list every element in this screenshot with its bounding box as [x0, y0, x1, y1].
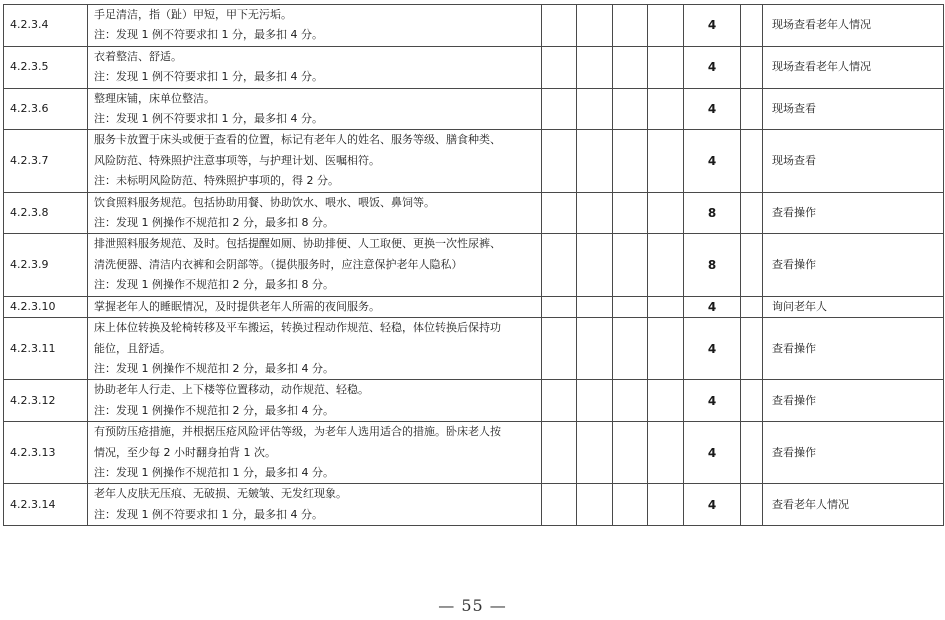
- empty-cell: [741, 88, 763, 130]
- table-row: [4, 422, 944, 484]
- table-row: [4, 130, 944, 192]
- empty-cell: [648, 130, 684, 192]
- requirement-line: 注：发现 1 例操作不规范扣 2 分，最多扣 8 分。: [94, 216, 334, 230]
- item-requirement: [88, 5, 542, 47]
- item-score: 4: [684, 318, 741, 380]
- empty-cell: [613, 380, 648, 422]
- table-row: [4, 46, 944, 88]
- table-row: [4, 380, 944, 422]
- empty-cell: [542, 5, 577, 47]
- item-score: 4: [684, 88, 741, 130]
- item-score: 4: [684, 46, 741, 88]
- item-code: 4.2.3.8: [4, 192, 88, 234]
- empty-cell: [577, 5, 613, 47]
- empty-cell: [613, 88, 648, 130]
- empty-cell: [577, 46, 613, 88]
- item-requirement: [88, 192, 542, 234]
- empty-cell: [648, 192, 684, 234]
- item-code: 4.2.3.13: [4, 422, 88, 484]
- empty-cell: [741, 318, 763, 380]
- item-requirement: [88, 46, 542, 88]
- empty-cell: [577, 296, 613, 317]
- item-method: 现场查看: [763, 130, 944, 192]
- requirement-line: 有预防压疮措施，并根据压疮风险评估等级，为老年人选用适合的措施。卧床老人按: [94, 425, 501, 439]
- requirement-line: 注：发现 1 例不符要求扣 1 分，最多扣 4 分。: [94, 70, 323, 84]
- requirement-line: 饮食照料服务规范。包括协助用餐、协助饮水、喂水、喂饭、鼻饲等。: [94, 195, 435, 209]
- empty-cell: [741, 484, 763, 526]
- table-row: [4, 88, 944, 130]
- item-score: 8: [684, 192, 741, 234]
- item-code: 4.2.3.10: [4, 296, 88, 317]
- item-score: 4: [684, 296, 741, 317]
- requirement-line: 协助老年人行走、上下楼等位置移动，动作规范、轻稳。: [94, 383, 369, 397]
- item-requirement: [88, 380, 542, 422]
- empty-cell: [542, 380, 577, 422]
- empty-cell: [613, 296, 648, 317]
- empty-cell: [648, 422, 684, 484]
- item-code: 4.2.3.5: [4, 46, 88, 88]
- empty-cell: [613, 422, 648, 484]
- empty-cell: [741, 422, 763, 484]
- empty-cell: [648, 234, 684, 296]
- requirement-line: 注：发现 1 例不符要求扣 1 分，最多扣 4 分。: [94, 28, 323, 42]
- empty-cell: [577, 318, 613, 380]
- item-score: 4: [684, 5, 741, 47]
- empty-cell: [542, 422, 577, 484]
- item-method: 询问老年人: [763, 296, 944, 317]
- requirement-line: 能位，且舒适。: [94, 341, 171, 355]
- empty-cell: [613, 130, 648, 192]
- item-method: 查看老年人情况: [763, 484, 944, 526]
- table-row: [4, 234, 944, 296]
- empty-cell: [741, 234, 763, 296]
- item-requirement: [88, 422, 542, 484]
- item-requirement: [88, 296, 542, 317]
- empty-cell: [648, 484, 684, 526]
- requirement-line: 注：未标明风险防范、特殊照护事项的，得 2 分。: [94, 174, 339, 188]
- empty-cell: [542, 318, 577, 380]
- empty-cell: [741, 296, 763, 317]
- item-requirement: [88, 234, 542, 296]
- empty-cell: [613, 192, 648, 234]
- item-method: 现场查看老年人情况: [763, 5, 944, 47]
- item-score: 4: [684, 484, 741, 526]
- item-score: 8: [684, 234, 741, 296]
- item-score: 4: [684, 380, 741, 422]
- table-row: [4, 296, 944, 317]
- requirement-line: 床上体位转换及轮椅转移及平车搬运，转换过程动作规范、轻稳，体位转换后保持功: [94, 321, 501, 335]
- empty-cell: [577, 380, 613, 422]
- empty-cell: [648, 46, 684, 88]
- item-method: 查看操作: [763, 192, 944, 234]
- page-number: — 55 —: [438, 596, 507, 615]
- requirement-line: 注：发现 1 例不符要求扣 1 分，最多扣 4 分。: [94, 112, 323, 126]
- item-code: 4.2.3.14: [4, 484, 88, 526]
- standards-table: [3, 4, 944, 526]
- item-code: 4.2.3.6: [4, 88, 88, 130]
- empty-cell: [648, 296, 684, 317]
- empty-cell: [613, 234, 648, 296]
- empty-cell: [741, 192, 763, 234]
- requirement-line: 掌握老年人的睡眠情况，及时提供老年人所需的夜间服务。: [94, 299, 380, 313]
- requirement-line: 整理床铺，床单位整洁。: [94, 91, 215, 105]
- requirement-line: 情况，至少每 2 小时翻身拍背 1 次。: [94, 445, 276, 459]
- item-requirement: [88, 130, 542, 192]
- requirement-line: 清洗便器、清洁内衣裤和会阴部等。（提供服务时，应注意保护老年人隐私）: [94, 257, 463, 271]
- item-code: 4.2.3.7: [4, 130, 88, 192]
- requirement-line: 老年人皮肤无压痕、无破损、无皴皱、无发红现象。: [94, 487, 347, 501]
- empty-cell: [542, 234, 577, 296]
- item-requirement: [88, 318, 542, 380]
- requirement-line: 服务卡放置于床头或便于查看的位置，标记有老年人的姓名、服务等级、膳食种类、: [94, 133, 501, 147]
- standards-table-sheet: [3, 4, 943, 526]
- item-code: 4.2.3.9: [4, 234, 88, 296]
- empty-cell: [613, 46, 648, 88]
- item-score: 4: [684, 130, 741, 192]
- item-method: 查看操作: [763, 422, 944, 484]
- item-requirement: [88, 88, 542, 130]
- requirement-line: 注：发现 1 例操作不规范扣 2 分，最多扣 4 分。: [94, 361, 334, 375]
- empty-cell: [648, 318, 684, 380]
- empty-cell: [577, 88, 613, 130]
- empty-cell: [577, 130, 613, 192]
- item-code: 4.2.3.4: [4, 5, 88, 47]
- item-method: 查看操作: [763, 318, 944, 380]
- requirement-line: 注：发现 1 例操作不规范扣 2 分，最多扣 4 分。: [94, 403, 334, 417]
- requirement-line: 注：发现 1 例操作不规范扣 2 分，最多扣 8 分。: [94, 278, 334, 292]
- item-code: 4.2.3.11: [4, 318, 88, 380]
- empty-cell: [648, 88, 684, 130]
- empty-cell: [613, 5, 648, 47]
- table-row: [4, 5, 944, 47]
- item-score: 4: [684, 422, 741, 484]
- empty-cell: [741, 46, 763, 88]
- empty-cell: [542, 88, 577, 130]
- empty-cell: [741, 130, 763, 192]
- empty-cell: [542, 192, 577, 234]
- empty-cell: [741, 5, 763, 47]
- empty-cell: [577, 192, 613, 234]
- requirement-line: 手足清洁，指（趾）甲短，甲下无污垢。: [94, 8, 292, 21]
- item-requirement: [88, 484, 542, 526]
- requirement-line: 风险防范、特殊照护注意事项等，与护理计划、医嘱相符。: [94, 153, 380, 167]
- empty-cell: [613, 484, 648, 526]
- empty-cell: [542, 484, 577, 526]
- requirement-line: 注：发现 1 例不符要求扣 1 分，最多扣 4 分。: [94, 507, 323, 521]
- empty-cell: [577, 234, 613, 296]
- empty-cell: [648, 5, 684, 47]
- empty-cell: [741, 380, 763, 422]
- requirement-line: 注：发现 1 例操作不规范扣 1 分，最多扣 4 分。: [94, 465, 334, 479]
- requirement-line: 排泄照料服务规范、及时。包括提醒如厕、协助排便、人工取便、更换一次性尿裤、: [94, 237, 501, 251]
- table-row: [4, 192, 944, 234]
- empty-cell: [542, 296, 577, 317]
- empty-cell: [542, 130, 577, 192]
- item-method: 现场查看: [763, 88, 944, 130]
- table-body: [4, 5, 944, 526]
- empty-cell: [648, 380, 684, 422]
- table-row: [4, 484, 944, 526]
- empty-cell: [577, 422, 613, 484]
- item-method: 查看操作: [763, 380, 944, 422]
- empty-cell: [577, 484, 613, 526]
- requirement-line: 衣着整洁、舒适。: [94, 49, 182, 63]
- item-method: 查看操作: [763, 234, 944, 296]
- item-method: 现场查看老年人情况: [763, 46, 944, 88]
- table-row: [4, 318, 944, 380]
- empty-cell: [613, 318, 648, 380]
- empty-cell: [542, 46, 577, 88]
- item-code: 4.2.3.12: [4, 380, 88, 422]
